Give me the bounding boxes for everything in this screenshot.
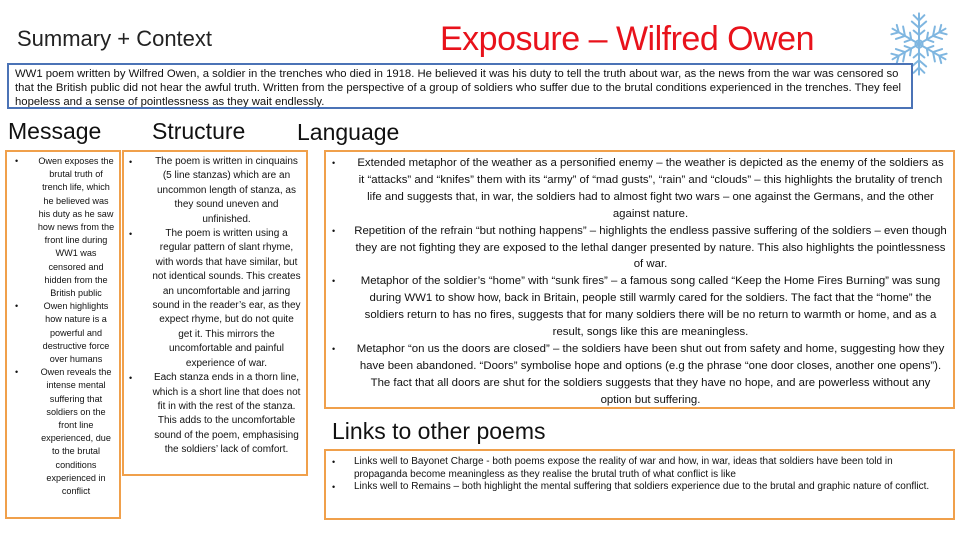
list-item: • Links well to Remains – both highlight the mental suffering that soldiers experience due to the brutal and graphic nature of conflict. xyxy=(332,481,930,492)
language-box xyxy=(324,150,955,409)
links-box xyxy=(324,449,955,520)
list-item: • Metaphor “on us the doors are closed” – the soldiers have been shut out from safety and home, suggesting how they have been abandoned. “Doors” symbolise hope and options (e.g the phrase “one door closes, another one opens”). The fact that all doors are shut for the soldiers suggests that they have no hope, and are powerless without any option but suffering. xyxy=(332,342,945,406)
list-item: • Metaphor of the soldier’s “home” with “sunk fires” – a famous song called “Keep the Home Fires Burning” was sung during WW1 to show how, back in Britain, people still warmly cared for the soldiers. The fact that the “home” the soldiers return to has no fires, suggests that for many soldiers there will be no return to warmth or home, and as a result, songs like this are meaningless. xyxy=(332,275,941,339)
list-item: • The poem is written using a regular pattern of slant rhyme, with words that have similar, but not identical sounds. This creates an uncomfortable and jarring sound in the reader’s ear, as they expect rhyme, but do not quite get it. This mirrors the uncomfortable and painful experience of war. xyxy=(129,228,301,369)
list-item: • Owen reveals the intense mental suffering that soldiers on the front line experienced, due to the brutal conditions experienced in conflict xyxy=(15,367,112,497)
language-heading: Language xyxy=(297,119,400,145)
list-item: • Links well to Bayonet Charge - both poems expose the reality of war and how, in war, ideas that soldiers have been told in propaganda become meaningless as they realise the brutal truth of what conflict is like xyxy=(332,456,893,480)
list-item: • Owen highlights how nature is a powerful and destructive force over humans xyxy=(15,301,110,365)
list-item: • Each stanza ends in a thorn line, which is a short line that does not fit in with the rest of the stanza. This adds to the uncomfortable sound of the poem, emphasising the soldiers’ lack of comfort. xyxy=(129,372,301,456)
list-item: • Repetition of the refrain “but nothing happens” – highlights the endless passive suffering of the soldiers – even though they are not fighting they are exposed to the lethal danger presented by nature. This also highlights the pointlessness of war. xyxy=(332,224,947,271)
subtitle: Summary + Context xyxy=(17,26,213,51)
summary-box: WW1 poem written by Wilfred Owen, a soldier in the trenches who died in 1918. He believed it was his duty to tell the truth about war, as the news from the war was censored so that the British public did not hear the awful truth. Written from the perspective of a group of soldiers who suffer due to the brutal conditions experienced in the trenches. They feel hopeless and a sense of pointlessness as they wait endlessly. xyxy=(7,63,913,109)
structure-heading: Structure xyxy=(152,118,246,144)
links-heading: Links to other poems xyxy=(332,418,546,444)
page-title: Exposure – Wilfred Owen xyxy=(440,20,814,58)
list-item: • The poem is written in cinquains (5 line stanzas) which are an uncommon length of stanza, as they sound uneven and unfinished. xyxy=(129,156,298,225)
message-heading: Message xyxy=(8,118,102,144)
message-box xyxy=(5,150,121,519)
list-item: • Extended metaphor of the weather as a personified enemy – the weather is depicted as the enemy of the soldiers as it “attacks” and “knifes” them with its “army” of “mad gusts”, “rain” and “clouds” – this highlights the brutality of trench life and suggests that, in war, the soldiers had to almost fight two wars – one against the Germans, and the other against nature. xyxy=(332,157,944,220)
structure-box xyxy=(122,150,308,476)
list-item: • Owen exposes the brutal truth of trench life, which he believed was his duty as he saw how news from the front line during WW1 was censored and hidden from the British public xyxy=(15,156,115,299)
